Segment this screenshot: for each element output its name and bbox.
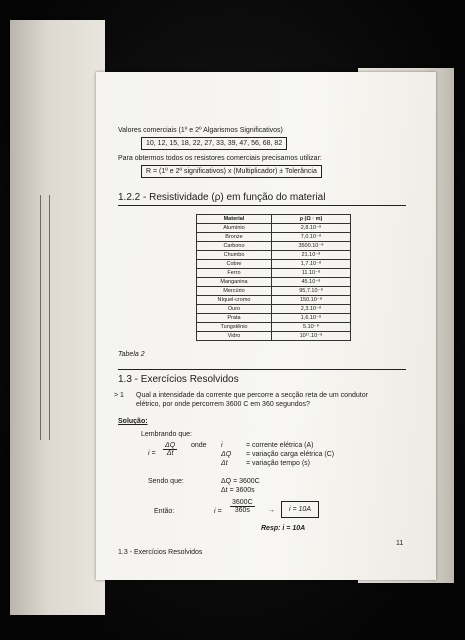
- material-cell: Ferro: [197, 269, 272, 278]
- question-marker: > 1: [114, 392, 124, 399]
- table-row: [197, 251, 351, 260]
- footer-section-label: 1.3 - Exercícios Resolvidos: [118, 549, 203, 556]
- col-rho-header: ρ (Ω · m): [272, 215, 351, 224]
- fraction-denominator: Δt: [166, 450, 174, 457]
- resistivity-cell: 45.10⁻⁸: [272, 278, 351, 287]
- resistivity-cell: 1,6.10⁻⁸: [272, 314, 351, 323]
- onde-label: onde: [191, 442, 207, 449]
- def-symbol-i: i: [221, 442, 223, 449]
- resistivity-cell: 150.10⁻⁸: [272, 296, 351, 305]
- resistivity-cell: 11.10⁻⁸: [272, 269, 351, 278]
- material-cell: Mercúrio: [197, 287, 272, 296]
- calc-i-equals: i =: [214, 508, 222, 515]
- calc-denominator: 360s: [234, 507, 250, 514]
- question-text: elétrico, por onde percorrem 3600 C em 360 segundos?: [136, 401, 310, 408]
- lembrando-label: Lembrando que:: [141, 431, 192, 438]
- material-cell: Cobre: [197, 260, 272, 269]
- material-cell: Carbono: [197, 242, 272, 251]
- result-box: i = 10A: [281, 501, 319, 518]
- resistivity-cell: 95,7.10⁻⁸: [272, 287, 351, 296]
- material-cell: Chumbo: [197, 251, 272, 260]
- material-cell: Ouro: [197, 305, 272, 314]
- facing-page-edge: [10, 20, 105, 615]
- table-row: [197, 332, 351, 341]
- material-cell: Níquel-cromo: [197, 296, 272, 305]
- section-title-resistividade: 1.2.2 - Resistividade (ρ) em função do material: [118, 192, 326, 203]
- section-title-exercicios: 1.3 - Exercícios Resolvidos: [118, 374, 239, 385]
- resistivity-cell: 10¹⁷.10⁻⁸: [272, 332, 351, 341]
- table-row: [197, 287, 351, 296]
- material-cell: Tungstênio: [197, 323, 272, 332]
- table-row: [197, 224, 351, 233]
- material-cell: Manganina: [197, 278, 272, 287]
- table-row: [197, 278, 351, 287]
- table-row: [197, 242, 351, 251]
- calc-numerator: 3600C: [232, 499, 253, 506]
- resistivity-table: [196, 214, 351, 341]
- table-caption: Tabela 2: [118, 351, 145, 358]
- material-cell: Prata: [197, 314, 272, 323]
- fraction-numerator: ΔQ: [165, 442, 176, 449]
- resistivity-cell: 2,8.10⁻⁸: [272, 224, 351, 233]
- valores-list-box: 10, 12, 15, 18, 22, 27, 33, 39, 47, 56, 68, 82: [141, 137, 287, 150]
- arrow-symbol: →: [268, 507, 275, 514]
- answer-text: Resp: i = 10A: [261, 525, 306, 532]
- def-symbol-dq: ΔQ: [221, 451, 232, 458]
- definition-current: = corrente elétrica (A): [246, 442, 314, 449]
- sendo-label: Sendo que:: [148, 478, 184, 485]
- solucao-label: Solução:: [118, 418, 148, 425]
- given-charge: ΔQ = 3600C: [221, 478, 260, 485]
- fraction-dq-dt: [163, 442, 177, 457]
- definition-charge: = variação carga elétrica (C): [246, 451, 335, 458]
- given-time: Δt = 3600s: [221, 487, 255, 494]
- table-row: [197, 233, 351, 242]
- facing-page-rule: [40, 195, 50, 440]
- entao-label: Então:: [154, 508, 175, 515]
- material-cell: Alumínio: [197, 224, 272, 233]
- resistivity-cell: 5.10⁻⁸: [272, 323, 351, 332]
- resistivity-cell: 7,0.10⁻⁸: [272, 233, 351, 242]
- table-row: [197, 314, 351, 323]
- obter-label: Para obtermos todos os resistores comerciais precisamos utilizar:: [118, 155, 322, 162]
- def-symbol-dt: Δt: [221, 460, 228, 467]
- i-equals: i =: [148, 450, 156, 457]
- valores-label: Valores comerciais (1º e 2º Algarismos Significativos): [118, 127, 283, 134]
- resistivity-cell: 2,3.10⁻⁸: [272, 305, 351, 314]
- resistivity-cell: 1,7.10⁻⁸: [272, 260, 351, 269]
- book-page: [96, 72, 436, 580]
- table-header-row: [197, 215, 351, 224]
- formula-box: R = (1º e 2º significativos) x (Multiplicador) ± Tolerância: [141, 165, 322, 178]
- section-rule: [118, 205, 406, 206]
- table-row: [197, 296, 351, 305]
- calc-fraction: [230, 499, 255, 514]
- section-rule-top: [118, 369, 406, 370]
- page-number: 11: [396, 540, 404, 547]
- material-cell: Vidro: [197, 332, 272, 341]
- question-text: Qual a intensidade da corrente que percorre a secção reta de um condutor: [136, 392, 368, 399]
- resistivity-cell: 21.10⁻⁸: [272, 251, 351, 260]
- col-material-header: Material: [197, 215, 272, 224]
- table-row: [197, 305, 351, 314]
- table-row: [197, 269, 351, 278]
- table-row: [197, 260, 351, 269]
- resistivity-cell: 3500.10⁻⁸: [272, 242, 351, 251]
- table-row: [197, 323, 351, 332]
- definition-time: = variação tempo (s): [246, 460, 310, 467]
- material-cell: Bronze: [197, 233, 272, 242]
